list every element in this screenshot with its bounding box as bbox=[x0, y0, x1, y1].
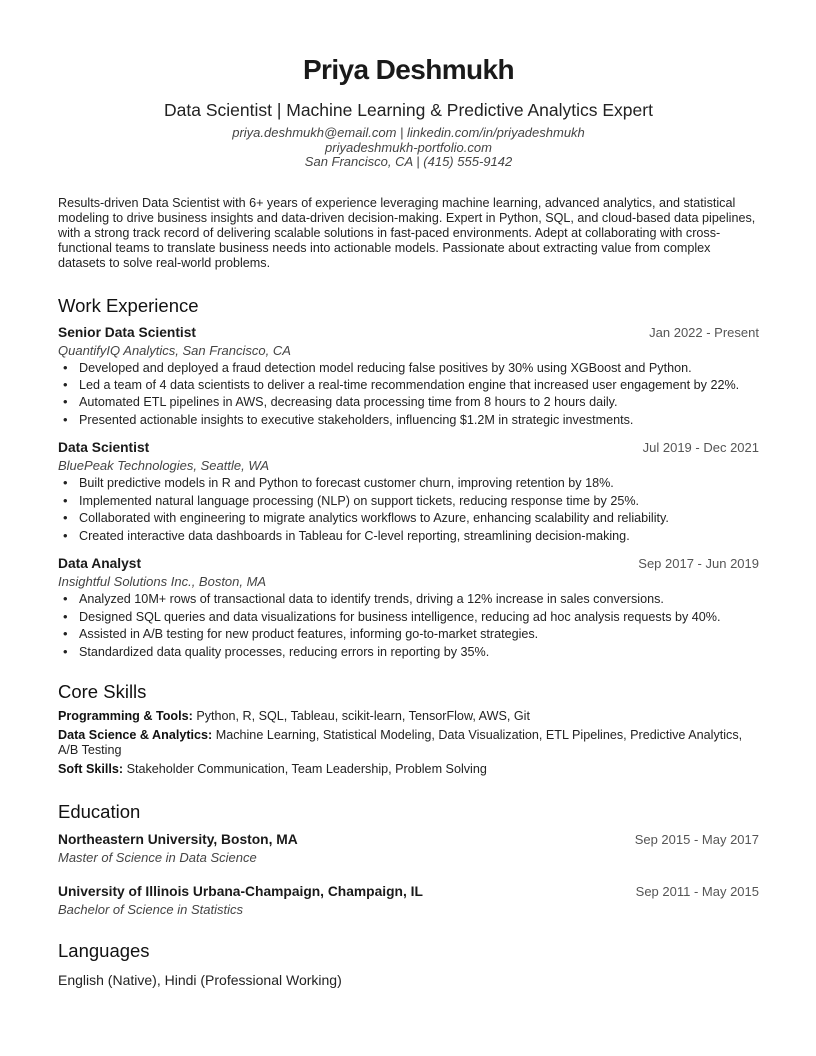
bullet-item: • Built predictive models in R and Python to forecast customer churn, improving retention by 18%. bbox=[58, 476, 759, 491]
job-bullets bbox=[58, 361, 759, 428]
job-dates: Jul 2019 - Dec 2021 bbox=[642, 440, 759, 456]
skill-row bbox=[58, 762, 759, 777]
job-title: Senior Data Scientist bbox=[58, 324, 197, 340]
job-dates: Sep 2017 - Jun 2019 bbox=[638, 556, 759, 572]
skill-row bbox=[58, 709, 759, 724]
job-entry bbox=[58, 439, 759, 543]
contact-portfolio: priyadeshmukh-portfolio.com bbox=[325, 139, 492, 155]
skill-value: Stakeholder Communication, Team Leadership, Problem Solving bbox=[126, 761, 487, 776]
skills-list bbox=[58, 709, 759, 776]
job-header bbox=[58, 555, 759, 573]
contact-email-linkedin: priya.deshmukh@email.com | linkedin.com/in/priyadeshmukh bbox=[232, 125, 585, 140]
bullet-item: • Designed SQL queries and data visualizations for business intelligence, reducing ad hoc analysis requests by 40%. bbox=[58, 610, 759, 625]
bullet-item: • Created interactive data dashboards in Tableau for C-level reporting, streamlining decision-making. bbox=[58, 529, 759, 544]
skill-value: Python, R, SQL, Tableau, scikit-learn, TensorFlow, AWS, Git bbox=[196, 709, 530, 724]
job-bullets bbox=[58, 592, 759, 659]
education-dates: Sep 2015 - May 2017 bbox=[634, 831, 759, 847]
bullet-item: • Collaborated with engineering to migrate analytics workflows to Azure, enhancing scalability and reliability. bbox=[58, 511, 759, 526]
languages-section bbox=[58, 940, 759, 989]
bullet-item: • Standardized data quality processes, reducing errors in reporting by 35%. bbox=[58, 645, 759, 660]
job-bullets bbox=[58, 476, 759, 543]
contact-location-phone: San Francisco, CA | (415) 555-9142 bbox=[304, 154, 513, 169]
job-title: Data Scientist bbox=[58, 440, 150, 456]
job-header bbox=[58, 324, 759, 342]
job-entry bbox=[58, 555, 759, 659]
section-title-languages: Languages bbox=[58, 939, 150, 961]
headline: Data Scientist | Machine Learning & Predictive Analytics Expert bbox=[164, 100, 653, 120]
skill-label: Programming & Tools: bbox=[58, 709, 193, 724]
education-entry bbox=[58, 883, 759, 918]
section-title-work: Work Experience bbox=[58, 294, 199, 316]
bullet-item: • Analyzed 10M+ rows of transactional data to identify trends, driving a 12% increase in sales conversions. bbox=[58, 592, 759, 607]
job-company: QuantifyIQ Analytics, San Francisco, CA bbox=[58, 342, 291, 358]
bullet-item: • Automated ETL pipelines in AWS, decreasing data processing time from 8 hours to 2 hours daily. bbox=[58, 395, 759, 410]
job-title: Data Analyst bbox=[58, 556, 142, 572]
degree: Bachelor of Science in Statistics bbox=[58, 901, 243, 917]
bullet-item: • Implemented natural language processing (NLP) on support tickets, reducing response time by 25%. bbox=[58, 494, 759, 509]
degree: Master of Science in Data Science bbox=[58, 849, 257, 865]
education-dates: Sep 2011 - May 2015 bbox=[635, 883, 759, 899]
professional-summary: Results-driven Data Scientist with 6+ years of experience leveraging machine learning, advanced analytics, and statistical modeling to drive business insights and data-driven decision-making. Expert in Python, SQL, and cloud-based data pipelines, with a strong track record of delivering scalable solutions in fast-paced environments. Adept at collaborating with cross-functional teams to translate business needs into actionable models. Passionate about extracting value from complex datasets to solve real-world problems. bbox=[58, 195, 756, 271]
skill-value: Machine Learning, Statistical Modeling, Data Visualization, ETL Pipelines, Predictive Analytics, A/B Testing bbox=[58, 728, 743, 758]
section-title-education: Education bbox=[58, 800, 141, 822]
resume-page bbox=[58, 54, 759, 989]
contact-info bbox=[58, 126, 759, 170]
bullet-item: • Assisted in A/B testing for new product features, informing go-to-market strategies. bbox=[58, 627, 759, 642]
candidate-name: Priya Deshmukh bbox=[302, 54, 515, 85]
job-dates: Jan 2022 - Present bbox=[649, 324, 759, 340]
education-header bbox=[58, 831, 759, 849]
education-section bbox=[58, 801, 759, 918]
bullet-item: • Developed and deployed a fraud detection model reducing false positives by 30% using XGBoost and Python. bbox=[58, 361, 759, 376]
skill-row bbox=[58, 728, 759, 758]
job-company: Insightful Solutions Inc., Boston, MA bbox=[58, 574, 267, 590]
bullet-item: • Presented actionable insights to executive stakeholders, influencing $1.2M in strategic investments. bbox=[58, 413, 759, 428]
work-experience-section bbox=[58, 295, 759, 660]
education-entry bbox=[58, 831, 759, 866]
skill-label: Data Science & Analytics: bbox=[58, 728, 213, 743]
languages-text: English (Native), Hindi (Professional Working) bbox=[58, 971, 342, 988]
section-title-skills: Core Skills bbox=[58, 681, 147, 703]
school-name: Northeastern University, Boston, MA bbox=[58, 831, 298, 847]
resume-header bbox=[58, 54, 759, 170]
job-company: BluePeak Technologies, Seattle, WA bbox=[58, 458, 270, 474]
education-header bbox=[58, 883, 759, 901]
job-header bbox=[58, 439, 759, 457]
skill-label: Soft Skills: bbox=[58, 761, 124, 776]
job-entry bbox=[58, 324, 759, 428]
bullet-item: • Led a team of 4 data scientists to deliver a real-time recommendation engine that increased user engagement by 22%. bbox=[58, 378, 759, 393]
school-name: University of Illinois Urbana-Champaign, Champaign, IL bbox=[58, 883, 423, 899]
core-skills-section bbox=[58, 681, 759, 776]
